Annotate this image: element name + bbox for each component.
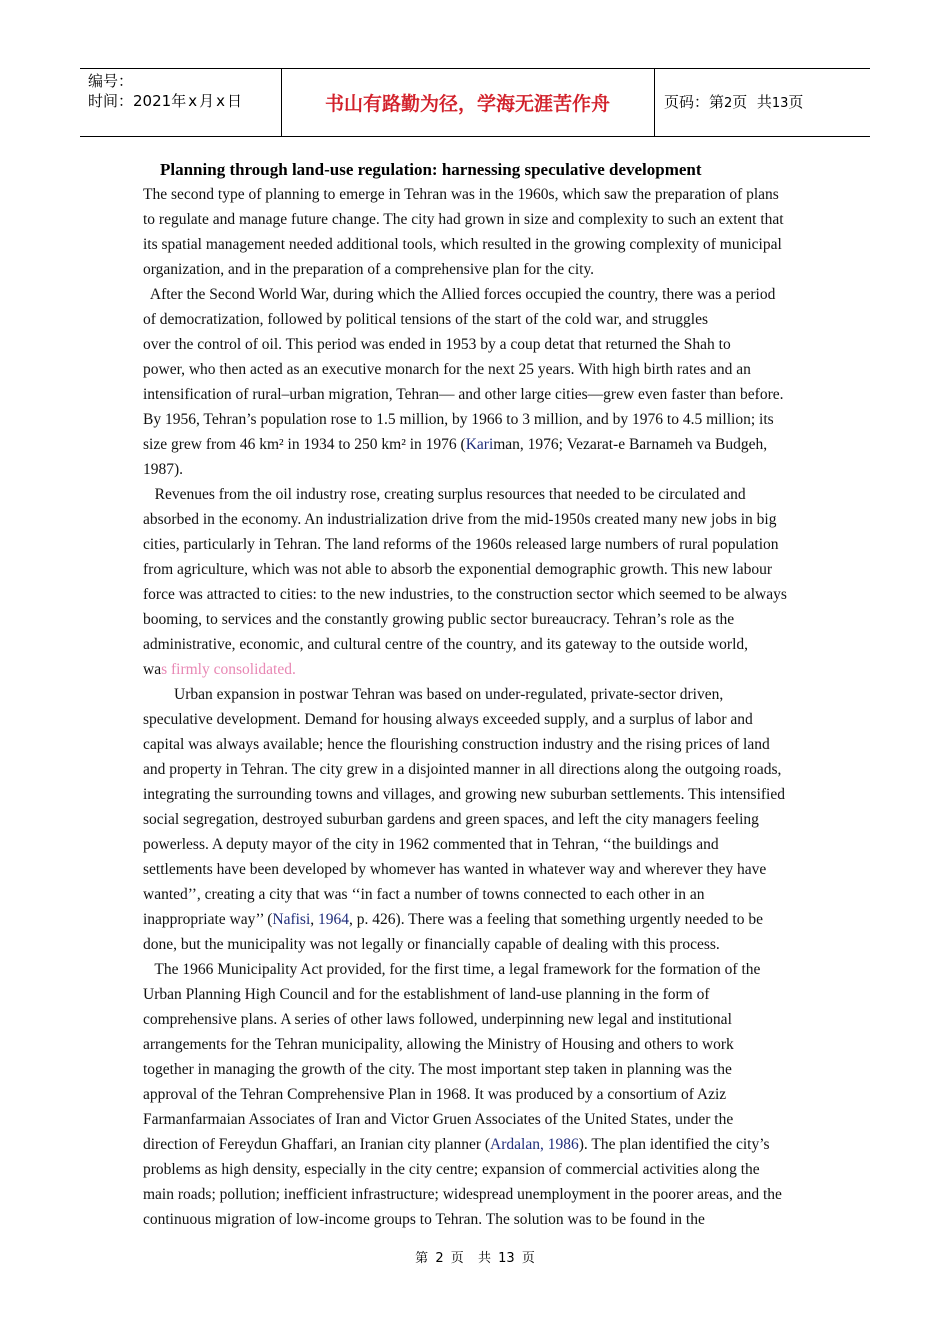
- header-meta: [88, 71, 280, 111]
- date-year: 2021: [133, 92, 172, 110]
- text-line: integrating the surrounding towns and villages, and growing new suburban settlements. This intensified: [143, 786, 785, 803]
- date-year-unit: 年: [171, 92, 187, 110]
- text-line: 1987).: [143, 461, 184, 478]
- text-line: done, but the municipality was not legally or financially capable of dealing with this process.: [143, 936, 720, 953]
- page-footer: [0, 1247, 950, 1266]
- citation-link[interactable]: Nafisi: [272, 911, 311, 928]
- page-end: 页: [788, 93, 804, 111]
- text-span: size grew from 46 km² in 1934 to 250 km² in 1976 (: [143, 436, 466, 453]
- text-line: The 1966 Municipality Act provided, for the first time, a legal framework for the formation of the: [143, 961, 761, 978]
- text-line: booming, to services and the constantly growing public sector bureaucracy. Tehran’s role as the: [143, 611, 735, 628]
- text-line: problems as high density, especially in the city centre; expansion of commercial activities along the: [143, 1161, 760, 1178]
- article-body: [143, 182, 813, 1232]
- footer-prefix: 第: [415, 1251, 429, 1266]
- citation-link[interactable]: Kari: [465, 436, 494, 453]
- footer-current-page: 2: [435, 1251, 444, 1266]
- date-line: [88, 91, 280, 111]
- text-line: After the Second World War, during which the Allied forces occupied the country, there was a period: [143, 286, 776, 303]
- text-line: Revenues from the oil industry rose, creating surplus resources that needed to be circulated and: [143, 486, 746, 503]
- text-line: [143, 657, 813, 682]
- text-line: comprehensive plans. A series of other laws followed, underpinning new legal and institutional: [143, 1011, 732, 1028]
- text-line: force was attracted to cities: to the new industries, to the construction sector which seemed to be always: [143, 586, 787, 603]
- text-line: administrative, economic, and cultural centre of the country, and its gateway to the outside world,: [143, 636, 749, 653]
- text-line: [143, 1132, 813, 1157]
- text-line: The second type of planning to emerge in Tehran was in the 1960s, which saw the preparation of plans: [143, 186, 779, 203]
- text-span: inappropriate way’’ (: [143, 911, 273, 928]
- text-line: [143, 432, 813, 457]
- text-line: organization, and in the preparation of a comprehensive plan for the city.: [143, 261, 595, 278]
- text-line: capital was always available; hence the flourishing construction industry and the rising prices of land: [143, 736, 770, 753]
- text-line: of democratization, followed by political tensions of the start of the cold war, and struggles: [143, 311, 708, 328]
- date-day: x: [216, 92, 226, 110]
- page-label: 页码：第: [664, 93, 725, 111]
- text-line: power, who then acted as an executive monarch for the next 25 years. With high birth rates and an: [143, 361, 751, 378]
- text-line: main roads; pollution; inefficient infrastructure; widespread unemployment in the poorer areas, and the: [143, 1186, 782, 1203]
- footer-total-pages: 13: [498, 1251, 515, 1266]
- footer-mid: 页 共: [450, 1251, 491, 1266]
- header-page-number: [664, 91, 803, 112]
- page-total: 13: [771, 96, 789, 111]
- text-line: cities, particularly in Tehran. The land reforms of the 1960s released large numbers of rural population: [143, 536, 779, 553]
- text-line: By 1956, Tehran’s population rose to 1.5 million, by 1966 to 3 million, and by 1976 to 4.5 million; its: [143, 411, 774, 428]
- text-span: man, 1976; Vezarat-e Barnameh va Budgeh,: [493, 436, 768, 453]
- text-line: from agriculture, which was not able to absorb the exponential demographic growth. This new labour: [143, 561, 773, 578]
- text-span: ). The plan identified the city’s: [578, 1136, 770, 1153]
- date-month-unit: 月: [199, 92, 215, 110]
- text-span: ,: [310, 911, 319, 928]
- text-line: over the control of oil. This period was ended in 1953 by a coup detat that returned the Shah to: [143, 336, 731, 353]
- text-line: social segregation, destroyed suburban gardens and green spaces, and left the city managers feeling: [143, 811, 759, 828]
- serial-label: 编号：: [88, 72, 134, 90]
- text-line: its spatial management needed additional tools, which resulted in the growing complexity of municipal: [143, 236, 782, 253]
- date-month: x: [188, 92, 198, 110]
- text-line: [143, 907, 813, 932]
- text-line: Urban Planning High Council and for the establishment of land-use planning in the form of: [143, 986, 710, 1003]
- section-title: Planning through land-use regulation: harnessing speculative development: [160, 160, 702, 179]
- text-span: , p. 426). There was a feeling that something urgently needed to be: [349, 911, 763, 928]
- text-line: intensification of rural–urban migration, Tehran— and other large cities—grew even faster than before.: [143, 386, 784, 403]
- date-day-unit: 日: [227, 92, 243, 110]
- page-mid: 页 共: [732, 93, 772, 111]
- text-line: wanted’’, creating a city that was ‘‘in fact a number of towns connected to each other in an: [143, 886, 705, 903]
- page-header: [80, 68, 870, 137]
- text-line: arrangements for the Tehran municipality, allowing the Ministry of Housing and others to work: [143, 1036, 734, 1053]
- text-line: together in managing the growth of the city. The most important step taken in planning was the: [143, 1061, 732, 1078]
- text-span: wa: [143, 661, 162, 678]
- page-current: 2: [724, 96, 733, 111]
- text-line: Urban expansion in postwar Tehran was based on under-regulated, private-sector driven,: [143, 686, 724, 703]
- text-line: settlements have been developed by whomever has wanted in whatever way and wherever they have: [143, 861, 767, 878]
- text-line: absorbed in the economy. An industrialization drive from the mid-1950s created many new jobs in big: [143, 511, 777, 528]
- highlighted-text: s firmly consolidated.: [161, 661, 296, 678]
- date-label: 时间：: [88, 92, 134, 110]
- citation-link[interactable]: 1964: [318, 911, 350, 928]
- citation-link[interactable]: Ardalan, 1986: [490, 1136, 579, 1153]
- text-line: approval of the Tehran Comprehensive Plan in 1968. It was produced by a consortium of Aziz: [143, 1086, 727, 1103]
- text-span: direction of Fereydun Ghaffari, an Iranian city planner (: [143, 1136, 491, 1153]
- text-line: and property in Tehran. The city grew in a disjointed manner in all directions along the outgoing roads,: [143, 761, 782, 778]
- footer-suffix: 页: [521, 1251, 535, 1266]
- text-line: speculative development. Demand for housing always exceeded supply, and a surplus of labor and: [143, 711, 753, 728]
- header-divider-2: [654, 69, 655, 136]
- header-motto: 书山有路勤为径，学海无涯苦作舟: [324, 93, 610, 115]
- text-line: continuous migration of low-income groups to Tehran. The solution was to be found in the: [143, 1211, 705, 1228]
- text-line: Farmanfarmaian Associates of Iran and Victor Gruen Associates of the United States, under the: [143, 1111, 734, 1128]
- text-line: powerless. A deputy mayor of the city in 1962 commented that in Tehran, ‘‘the buildings and: [143, 836, 719, 853]
- text-line: to regulate and manage future change. The city had grown in size and complexity to such an extent that: [143, 211, 784, 228]
